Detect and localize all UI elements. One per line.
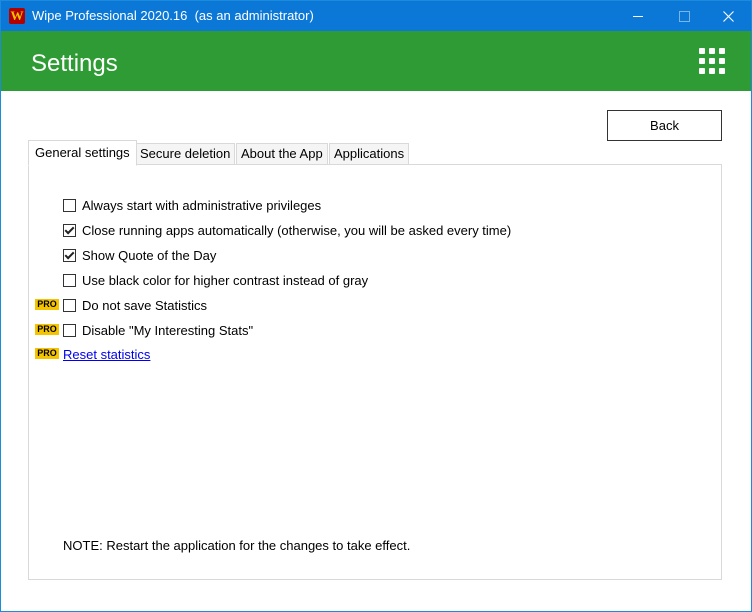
- tab-secure-deletion[interactable]: Secure deletion: [135, 143, 235, 165]
- maximize-button[interactable]: [661, 1, 707, 31]
- close-running-apps-checkbox[interactable]: [63, 224, 76, 237]
- minimize-icon: [633, 16, 643, 17]
- disable-interesting-stats-label[interactable]: Disable "My Interesting Stats": [82, 323, 254, 338]
- apps-grid-icon[interactable]: [699, 48, 725, 74]
- window-title: Wipe Professional 2020.16 (as an administrator): [32, 8, 314, 23]
- black-color-checkbox[interactable]: [63, 274, 76, 287]
- admin-privileges-label[interactable]: Always start with administrative privileges: [82, 198, 322, 213]
- minimize-button[interactable]: [615, 1, 661, 31]
- admin-privileges-checkbox[interactable]: [63, 199, 76, 212]
- maximize-icon: [679, 11, 690, 22]
- quote-of-the-day-label[interactable]: Show Quote of the Day: [82, 248, 217, 263]
- close-running-apps-label[interactable]: Close running apps automatically (otherwise, you will be asked every time): [82, 223, 512, 238]
- close-icon: [723, 11, 734, 22]
- tab-general-settings[interactable]: General settings: [28, 140, 137, 166]
- close-button[interactable]: [705, 1, 751, 31]
- title-bar[interactable]: [1, 1, 751, 31]
- pro-badge: PRO: [35, 324, 59, 335]
- tab-applications[interactable]: Applications: [329, 143, 409, 165]
- app-logo-icon: W: [10, 8, 24, 23]
- pro-badge: PRO: [35, 299, 59, 310]
- restart-note: NOTE: Restart the application for the changes to take effect.: [63, 538, 411, 553]
- page-title: Settings: [31, 50, 118, 77]
- disable-interesting-stats-checkbox[interactable]: [63, 324, 76, 337]
- do-not-save-statistics-checkbox[interactable]: [63, 299, 76, 312]
- black-color-label[interactable]: Use black color for higher contrast instead of gray: [82, 273, 369, 288]
- quote-of-the-day-checkbox[interactable]: [63, 249, 76, 262]
- back-button[interactable]: Back: [607, 110, 722, 141]
- settings-header: [1, 31, 751, 91]
- reset-statistics-link[interactable]: Reset statistics: [63, 347, 151, 362]
- pro-badge: PRO: [35, 348, 59, 359]
- do-not-save-statistics-label[interactable]: Do not save Statistics: [82, 298, 207, 313]
- tab-about-the-app[interactable]: About the App: [236, 143, 328, 165]
